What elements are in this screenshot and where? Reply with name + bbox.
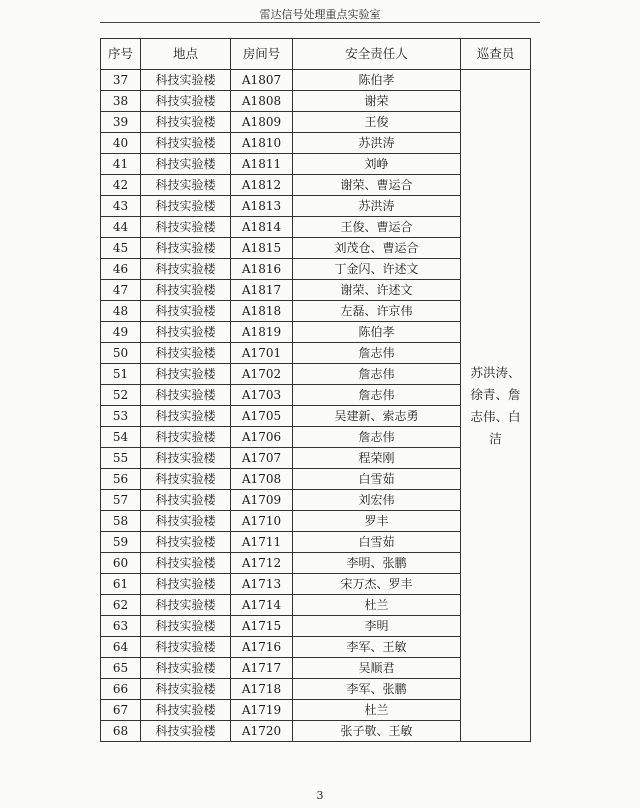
cell-room: A1811 [231, 154, 293, 175]
cell-room: A1714 [231, 595, 293, 616]
cell-no: 56 [101, 469, 141, 490]
page-number: 3 [316, 789, 324, 802]
cell-no: 55 [101, 448, 141, 469]
cell-responsible: 杜兰 [293, 595, 461, 616]
cell-no: 52 [101, 385, 141, 406]
cell-responsible: 张子敬、王敏 [293, 721, 461, 742]
cell-no: 39 [101, 112, 141, 133]
column-header-no: 序号 [101, 39, 141, 70]
cell-responsible: 刘宏伟 [293, 490, 461, 511]
cell-no: 66 [101, 679, 141, 700]
cell-responsible: 詹志伟 [293, 343, 461, 364]
cell-location: 科技实验楼 [141, 238, 231, 259]
cell-room: A1711 [231, 532, 293, 553]
cell-location: 科技实验楼 [141, 616, 231, 637]
table-header-row [101, 39, 531, 70]
cell-responsible: 李军、张鹏 [293, 679, 461, 700]
cell-no: 59 [101, 532, 141, 553]
cell-inspectors: 苏洪涛、徐青、詹志伟、白洁 [461, 70, 531, 742]
cell-room: A1818 [231, 301, 293, 322]
cell-responsible: 谢荣 [293, 91, 461, 112]
cell-no: 54 [101, 427, 141, 448]
cell-location: 科技实验楼 [141, 427, 231, 448]
cell-location: 科技实验楼 [141, 490, 231, 511]
cell-responsible: 李明、张鹏 [293, 553, 461, 574]
cell-room: A1702 [231, 364, 293, 385]
cell-responsible: 白雪茹 [293, 469, 461, 490]
cell-no: 42 [101, 175, 141, 196]
table-row [101, 70, 531, 91]
cell-responsible: 王俊、曹运合 [293, 217, 461, 238]
cell-responsible: 陈伯孝 [293, 70, 461, 91]
cell-no: 57 [101, 490, 141, 511]
cell-location: 科技实验楼 [141, 721, 231, 742]
table-body [101, 70, 531, 742]
cell-room: A1715 [231, 616, 293, 637]
cell-no: 63 [101, 616, 141, 637]
column-header-room: 房间号 [231, 39, 293, 70]
cell-no: 43 [101, 196, 141, 217]
cell-responsible: 吴建新、索志勇 [293, 406, 461, 427]
cell-location: 科技实验楼 [141, 406, 231, 427]
column-header-responsible: 安全责任人 [293, 39, 461, 70]
cell-no: 62 [101, 595, 141, 616]
cell-location: 科技实验楼 [141, 553, 231, 574]
cell-location: 科技实验楼 [141, 196, 231, 217]
cell-room: A1717 [231, 658, 293, 679]
cell-location: 科技实验楼 [141, 700, 231, 721]
cell-responsible: 谢荣、许述文 [293, 280, 461, 301]
cell-no: 68 [101, 721, 141, 742]
cell-room: A1709 [231, 490, 293, 511]
cell-responsible: 陈伯孝 [293, 322, 461, 343]
cell-responsible: 苏洪涛 [293, 133, 461, 154]
cell-responsible: 宋万杰、罗丰 [293, 574, 461, 595]
cell-room: A1812 [231, 175, 293, 196]
cell-location: 科技实验楼 [141, 364, 231, 385]
cell-responsible: 白雪茹 [293, 532, 461, 553]
cell-no: 65 [101, 658, 141, 679]
cell-no: 47 [101, 280, 141, 301]
cell-responsible: 程荣刚 [293, 448, 461, 469]
cell-responsible: 詹志伟 [293, 364, 461, 385]
cell-responsible: 丁金闪、许述文 [293, 259, 461, 280]
cell-location: 科技实验楼 [141, 385, 231, 406]
cell-responsible: 罗丰 [293, 511, 461, 532]
cell-responsible: 刘茂仓、曹运合 [293, 238, 461, 259]
cell-responsible: 詹志伟 [293, 427, 461, 448]
cell-responsible: 苏洪涛 [293, 196, 461, 217]
column-header-location: 地点 [141, 39, 231, 70]
cell-room: A1807 [231, 70, 293, 91]
cell-no: 64 [101, 637, 141, 658]
cell-no: 49 [101, 322, 141, 343]
cell-no: 60 [101, 553, 141, 574]
cell-responsible: 刘峥 [293, 154, 461, 175]
cell-no: 46 [101, 259, 141, 280]
cell-location: 科技实验楼 [141, 259, 231, 280]
cell-no: 50 [101, 343, 141, 364]
cell-room: A1710 [231, 511, 293, 532]
cell-no: 44 [101, 217, 141, 238]
cell-responsible: 吴顺君 [293, 658, 461, 679]
cell-responsible: 左磊、许京伟 [293, 301, 461, 322]
cell-room: A1706 [231, 427, 293, 448]
cell-location: 科技实验楼 [141, 112, 231, 133]
cell-room: A1708 [231, 469, 293, 490]
cell-room: A1815 [231, 238, 293, 259]
cell-room: A1718 [231, 679, 293, 700]
cell-location: 科技实验楼 [141, 343, 231, 364]
cell-no: 38 [101, 91, 141, 112]
page-header: 雷达信号处理重点实验室 [259, 8, 381, 21]
cell-room: A1719 [231, 700, 293, 721]
cell-room: A1712 [231, 553, 293, 574]
cell-room: A1814 [231, 217, 293, 238]
cell-location: 科技实验楼 [141, 637, 231, 658]
cell-no: 37 [101, 70, 141, 91]
header-rule [100, 22, 540, 23]
cell-no: 41 [101, 154, 141, 175]
cell-location: 科技实验楼 [141, 469, 231, 490]
cell-location: 科技实验楼 [141, 280, 231, 301]
cell-location: 科技实验楼 [141, 679, 231, 700]
cell-room: A1720 [231, 721, 293, 742]
cell-no: 53 [101, 406, 141, 427]
cell-location: 科技实验楼 [141, 70, 231, 91]
cell-location: 科技实验楼 [141, 658, 231, 679]
cell-room: A1810 [231, 133, 293, 154]
column-header-inspectors: 巡查员 [461, 39, 531, 70]
safety-roster-table [100, 38, 531, 742]
cell-responsible: 谢荣、曹运合 [293, 175, 461, 196]
cell-responsible: 李明 [293, 616, 461, 637]
cell-room: A1716 [231, 637, 293, 658]
cell-location: 科技实验楼 [141, 91, 231, 112]
cell-room: A1808 [231, 91, 293, 112]
cell-room: A1817 [231, 280, 293, 301]
cell-location: 科技实验楼 [141, 595, 231, 616]
cell-no: 61 [101, 574, 141, 595]
cell-location: 科技实验楼 [141, 448, 231, 469]
cell-no: 51 [101, 364, 141, 385]
cell-room: A1705 [231, 406, 293, 427]
cell-room: A1707 [231, 448, 293, 469]
cell-no: 48 [101, 301, 141, 322]
cell-location: 科技实验楼 [141, 322, 231, 343]
cell-responsible: 杜兰 [293, 700, 461, 721]
cell-location: 科技实验楼 [141, 133, 231, 154]
cell-room: A1819 [231, 322, 293, 343]
cell-responsible: 李军、王敏 [293, 637, 461, 658]
cell-room: A1809 [231, 112, 293, 133]
cell-no: 40 [101, 133, 141, 154]
cell-location: 科技实验楼 [141, 511, 231, 532]
cell-no: 67 [101, 700, 141, 721]
cell-room: A1813 [231, 196, 293, 217]
cell-location: 科技实验楼 [141, 574, 231, 595]
cell-room: A1701 [231, 343, 293, 364]
cell-location: 科技实验楼 [141, 217, 231, 238]
cell-location: 科技实验楼 [141, 154, 231, 175]
cell-location: 科技实验楼 [141, 532, 231, 553]
cell-responsible: 詹志伟 [293, 385, 461, 406]
cell-room: A1703 [231, 385, 293, 406]
cell-room: A1816 [231, 259, 293, 280]
cell-room: A1713 [231, 574, 293, 595]
cell-no: 45 [101, 238, 141, 259]
cell-location: 科技实验楼 [141, 301, 231, 322]
cell-no: 58 [101, 511, 141, 532]
cell-location: 科技实验楼 [141, 175, 231, 196]
cell-responsible: 王俊 [293, 112, 461, 133]
